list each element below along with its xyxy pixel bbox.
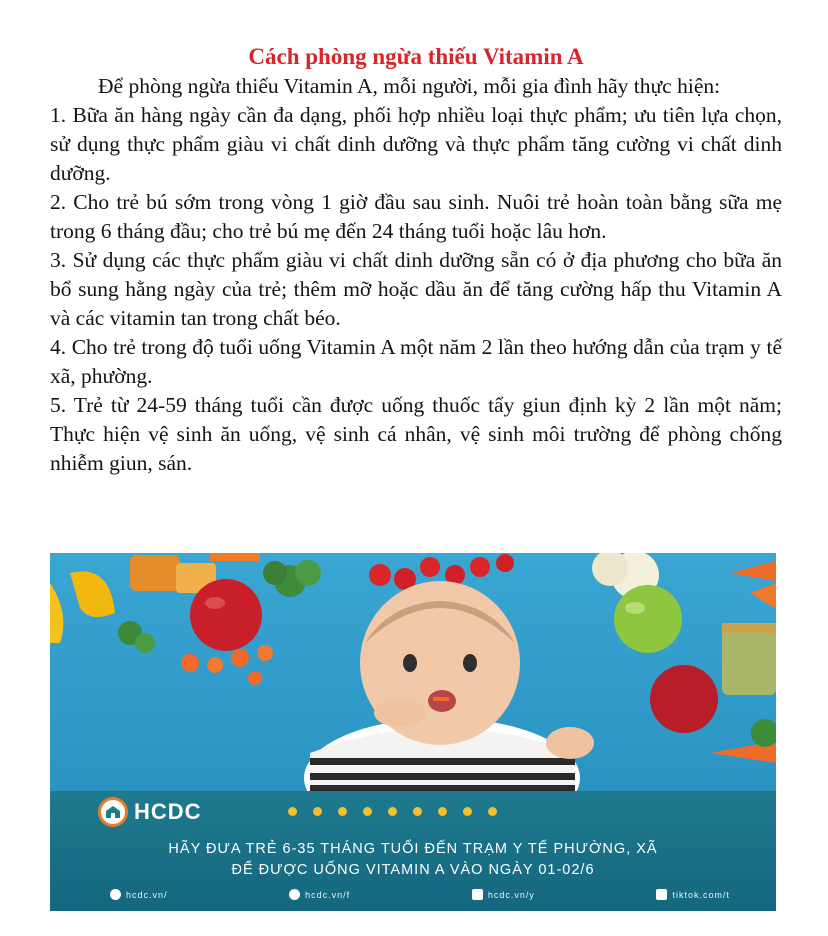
globe-icon [110, 889, 121, 900]
dot [363, 807, 372, 816]
footer-link-tiktok[interactable] [656, 889, 730, 900]
list-item: 1. Bữa ăn hàng ngày cần đa dạng, phối hợp nhiều loại thực phẩm; ưu tiên lựa chọn, sử dụng thực phẩm giàu vi chất dinh dưỡng và thực phẩm tăng cường vi chất dinh dưỡng. [50, 103, 782, 185]
dot [338, 807, 347, 816]
slogan-line-2: ĐỂ ĐƯỢC UỐNG VITAMIN A VÀO NGÀY 01-02/6 [231, 862, 595, 878]
poster-banner [50, 791, 776, 911]
decorative-dots [288, 807, 497, 816]
hcdc-emblem-icon [98, 797, 128, 827]
dot [463, 807, 472, 816]
hcdc-logo [98, 797, 202, 827]
poster-footer [110, 889, 730, 900]
building-icon [105, 805, 121, 819]
tiktok-icon [656, 889, 667, 900]
footer-link-youtube[interactable] [472, 889, 535, 900]
logo-text: HCDC [134, 799, 202, 824]
photo-illustration [50, 553, 776, 791]
dot [288, 807, 297, 816]
link-text: hcdc.vn/y [487, 889, 535, 900]
footer-link-web[interactable] [110, 889, 168, 900]
dot [413, 807, 422, 816]
dot [438, 807, 447, 816]
dot [388, 807, 397, 816]
list-item: 3. Sử dụng các thực phẩm giàu vi chất dinh dưỡng sẵn có ở địa phương cho bữa ăn bổ sung hằng ngày của trẻ; thêm mỡ hoặc dầu ăn để tăng cường hấp thu Vitamin A và các vitamin tan trong chất béo. [50, 248, 782, 330]
dot [488, 807, 497, 816]
vitamin-a-poster [50, 553, 776, 911]
facebook-icon [289, 889, 300, 900]
document [50, 44, 782, 478]
page-title: Cách phòng ngừa thiếu Vitamin A [248, 44, 584, 69]
intro-paragraph: Để phòng ngừa thiếu Vitamin A, mỗi người, mỗi gia đình hãy thực hiện: [98, 74, 721, 98]
baby-food-photo [50, 553, 776, 791]
poster-slogan [50, 839, 776, 881]
list-item: 2. Cho trẻ bú sớm trong vòng 1 giờ đầu sau sinh. Nuôi trẻ hoàn toàn bằng sữa mẹ trong 6 tháng đầu; cho trẻ bú mẹ đến 24 tháng tuổi hoặc lâu hơn. [50, 190, 782, 243]
list-item: 4. Cho trẻ trong độ tuổi uống Vitamin A một năm 2 lần theo hướng dẫn của trạm y tế xã, phường. [50, 335, 782, 388]
list-item: 5. Trẻ từ 24-59 tháng tuổi cần được uống thuốc tẩy giun định kỳ 2 lần một năm; Thực hiện vệ sinh ăn uống, vệ sinh cá nhân, vệ sinh môi trường để phòng chống nhiễm giun, sán. [50, 393, 782, 475]
footer-link-facebook[interactable] [289, 889, 350, 900]
slogan-line-1: HÃY ĐƯA TRẺ 6-35 THÁNG TUỔI ĐẾN TRẠM Y TẾ PHƯỜNG, XÃ [168, 841, 658, 857]
link-text: hcdc.vn/ [126, 889, 168, 900]
link-text: tiktok.com/t [672, 889, 730, 900]
dot [313, 807, 322, 816]
link-text: hcdc.vn/f [305, 889, 351, 900]
youtube-icon [472, 889, 483, 900]
